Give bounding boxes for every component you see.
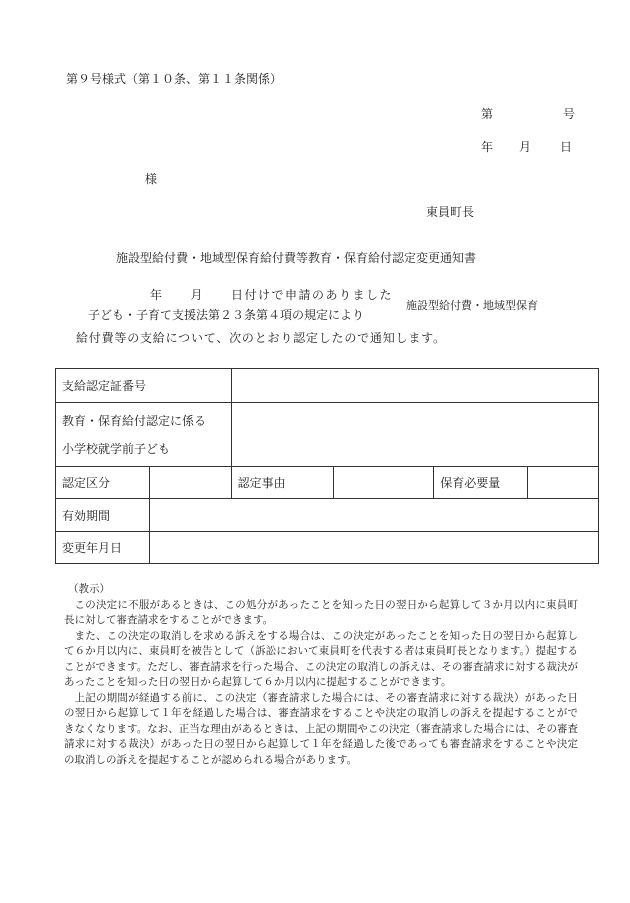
validity-label: 有効期間 <box>56 499 150 532</box>
table-row <box>56 499 599 532</box>
notice-paragraph-2: また、この決定の取消しを求める訴えをする場合は、この決定があったことを知った日の翌日から起算して６か月以内に、東員町を被告として（訴訟において東員町を代表する者は東員町長となります。）提起することができます。ただし、審査請求を行った場合、この決定の取消しの訴えは、その審査請求に対する裁決があったことを知った日の翌日から起算して６か月以内に提起することができます。 <box>64 629 578 688</box>
child-field[interactable] <box>231 403 598 467</box>
date-month-label: 月 <box>519 140 532 154</box>
document-number-suffix: 号 <box>563 107 576 121</box>
child-label <box>56 403 232 467</box>
date-year-label: 年 <box>481 140 494 154</box>
category-label: 認定区分 <box>56 467 150 499</box>
document-title: 施設型給付費・地域型保育給付費等教育・保育給付認定変更通知書 <box>116 251 477 265</box>
body-notice-line: 給付費等の支給について、次のとおり認定したので通知します。 <box>76 331 446 345</box>
body-date-line: 年 月 日付けで申請のありました <box>150 288 394 302</box>
change-date-label: 変更年月日 <box>56 532 150 564</box>
validity-field[interactable] <box>149 499 598 532</box>
document-number-label: 第 <box>481 107 494 121</box>
cert-number-field[interactable] <box>231 369 598 403</box>
child-label-line2: 小学校就学前子ども <box>62 441 171 456</box>
notice-paragraph-3: 上記の期間が経過する前に、この決定（審査請求した場合には、その審査請求に対する裁決）があった日の翌日から起算して１年を経過した場合は、審査請求をすることや決定の取消しの訴えを提起することができなくなります。なお、正当な理由があるときは、上記の期間やこの決定（審査請求した場合には、その審査請求に対する裁決）があった日の翌日から起算して１年を経過した後であっても審査請求をすることや決定の取消しの訴えを提起することが認められる場合があります。 <box>64 691 578 766</box>
body-law-line: 子ども・子育て支援法第２３条第４項の規定により <box>88 308 365 322</box>
date-day-label: 日 <box>560 140 573 154</box>
child-label-line1: 教育・保育給付認定に係る <box>62 413 207 428</box>
need-label: 保育必要量 <box>434 467 528 499</box>
form-number: 第９号様式（第１０条、第１１条関係） <box>66 72 283 86</box>
body-benefit-line: 施設型給付費・地域型保育 <box>406 299 538 312</box>
addressee-suffix: 様 <box>145 172 158 186</box>
need-field[interactable] <box>528 467 599 499</box>
change-date-field[interactable] <box>149 532 598 564</box>
cert-number-label: 支給認定証番号 <box>56 369 232 403</box>
notice-section <box>64 582 578 768</box>
issuer: 東員町長 <box>426 205 475 219</box>
notice-paragraph-1: この決定に不服があるときは、この処分があったことを知った日の翌日から起算して３か月以内に東員町長に対して審査請求をすることができます。 <box>64 598 578 626</box>
reason-field[interactable] <box>334 467 434 499</box>
category-field[interactable] <box>149 467 231 499</box>
notice-heading: （教示） <box>68 583 110 595</box>
table-row <box>56 403 599 467</box>
certification-table <box>55 368 599 564</box>
table-row <box>56 532 599 564</box>
table-row <box>56 467 599 499</box>
reason-label: 認定事由 <box>231 467 334 499</box>
table-row <box>56 369 599 403</box>
